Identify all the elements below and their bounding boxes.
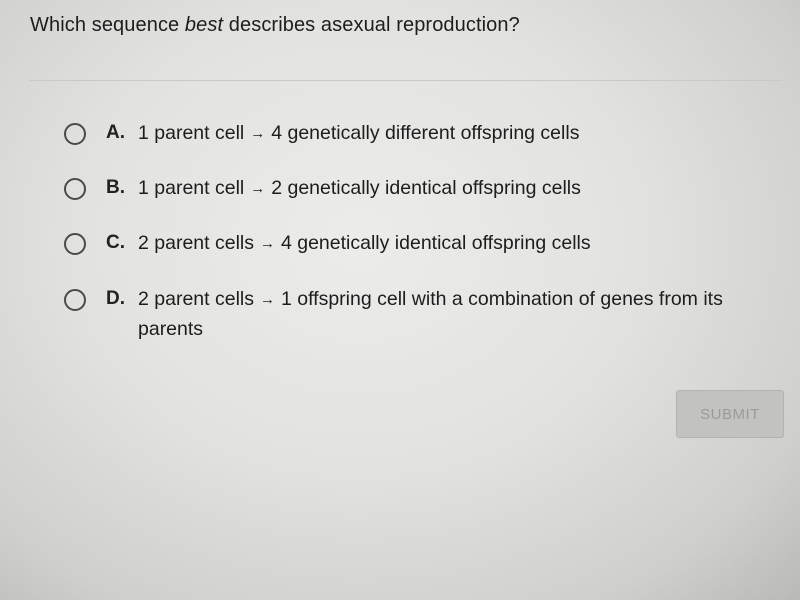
submit-button[interactable]: SUBMIT bbox=[676, 390, 784, 438]
option-d[interactable] bbox=[64, 288, 789, 343]
question-text bbox=[30, 14, 520, 37]
option-before-d: 2 parent cells bbox=[138, 288, 254, 310]
radio-button-c[interactable] bbox=[64, 233, 86, 255]
question-emphasis: best bbox=[184, 14, 224, 36]
radio-button-b[interactable] bbox=[64, 178, 86, 200]
option-letter-c: C. bbox=[106, 232, 125, 253]
option-after-b: 2 genetically identical offspring cells bbox=[271, 177, 581, 199]
arrow-icon: → bbox=[250, 180, 266, 197]
option-text-b bbox=[138, 174, 783, 204]
option-text-a bbox=[138, 119, 783, 149]
option-letter-a: A. bbox=[106, 122, 125, 143]
arrow-icon: → bbox=[259, 291, 275, 308]
option-a[interactable] bbox=[64, 122, 789, 149]
arrow-icon: → bbox=[259, 235, 275, 252]
divider bbox=[30, 80, 782, 81]
radio-button-d[interactable] bbox=[64, 289, 86, 311]
question-prefix: Which sequence bbox=[30, 14, 185, 36]
option-text-d bbox=[138, 285, 783, 343]
option-after-d: 1 offspring cell with a combination of genes from its parents bbox=[138, 288, 723, 340]
option-before-a: 1 parent cell bbox=[138, 122, 245, 144]
option-letter-b: B. bbox=[106, 177, 125, 198]
option-before-c: 2 parent cells bbox=[138, 232, 254, 254]
question-suffix: describes asexual reproduction? bbox=[223, 14, 520, 36]
option-after-c: 4 genetically identical offspring cells bbox=[280, 232, 591, 254]
option-after-a: 4 genetically different offspring cells bbox=[271, 122, 580, 144]
option-c[interactable] bbox=[64, 232, 789, 259]
arrow-icon: → bbox=[250, 125, 266, 142]
option-text-c bbox=[138, 229, 783, 259]
option-letter-d: D. bbox=[106, 288, 125, 309]
option-b[interactable] bbox=[64, 177, 789, 204]
radio-button-a[interactable] bbox=[64, 123, 86, 145]
option-before-b: 1 parent cell bbox=[138, 177, 245, 199]
